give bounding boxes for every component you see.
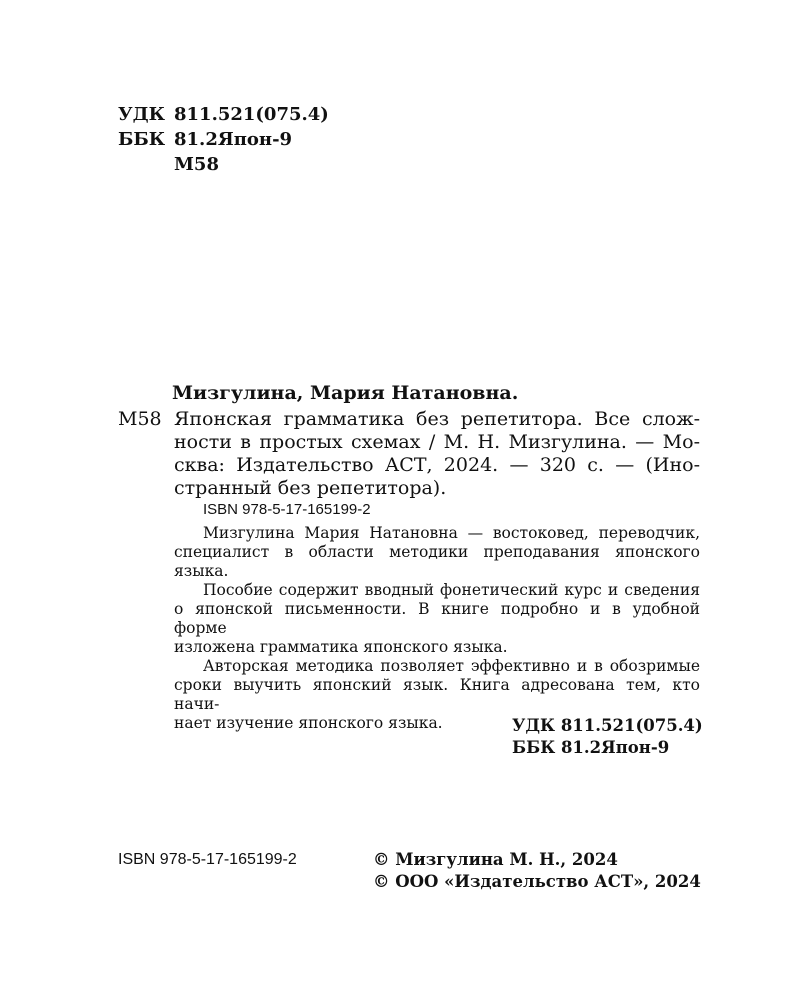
copyright-author: © Мизгулина М. Н., 2024 xyxy=(373,850,618,869)
bbk-label: ББК xyxy=(118,129,166,150)
annotation-line: Мизгулина Мария Натановна — востоковед, переводчик, xyxy=(203,524,700,542)
udk-label: УДК xyxy=(118,104,165,125)
bib-line-3: сква: Издательство АСТ, 2024. — 320 с. — (Ино- xyxy=(174,454,700,476)
footer-isbn: ISBN 978-5-17-165199-2 xyxy=(118,851,297,868)
annotation-line: о японской письменности. В книге подробно и в удобной форме xyxy=(174,600,700,637)
index-bbk: ББК 81.2Япон-9 xyxy=(512,738,670,757)
annotation-line: нает изучение японского языка. xyxy=(174,714,443,732)
author-heading: Мизгулина, Мария Натановна. xyxy=(172,382,519,404)
copyright-publisher: © ООО «Издательство АСТ», 2024 xyxy=(373,872,701,891)
bib-line-2: ности в простых схемах / М. Н. Мизгулина. — Мо- xyxy=(174,431,700,453)
entry-isbn: ISBN 978-5-17-165199-2 xyxy=(203,501,371,518)
bib-line-4: странный без репетитора). xyxy=(174,477,447,499)
annotation-line: изложена грамматика японского языка. xyxy=(174,638,508,656)
author-mark-top: М58 xyxy=(174,154,219,175)
index-udk: УДК 811.521(075.4) xyxy=(512,716,703,735)
annotation-line: специалист в области методики преподавания японского языка. xyxy=(174,543,700,580)
annotation-line: Пособие содержит вводный фонетический курс и сведения xyxy=(203,581,700,599)
udk-value: 811.521(075.4) xyxy=(174,104,329,125)
annotation-line: Авторская методика позволяет эффективно и в обозримые xyxy=(203,657,700,675)
author-mark-entry: М58 xyxy=(118,408,162,430)
annotation xyxy=(174,524,700,733)
annotation-line: сроки выучить японский язык. Книга адресована тем, кто начи- xyxy=(174,676,700,713)
bib-line-1: Японская грамматика без репетитора. Все слож- xyxy=(174,408,700,430)
bbk-value: 81.2Япон-9 xyxy=(174,129,293,150)
